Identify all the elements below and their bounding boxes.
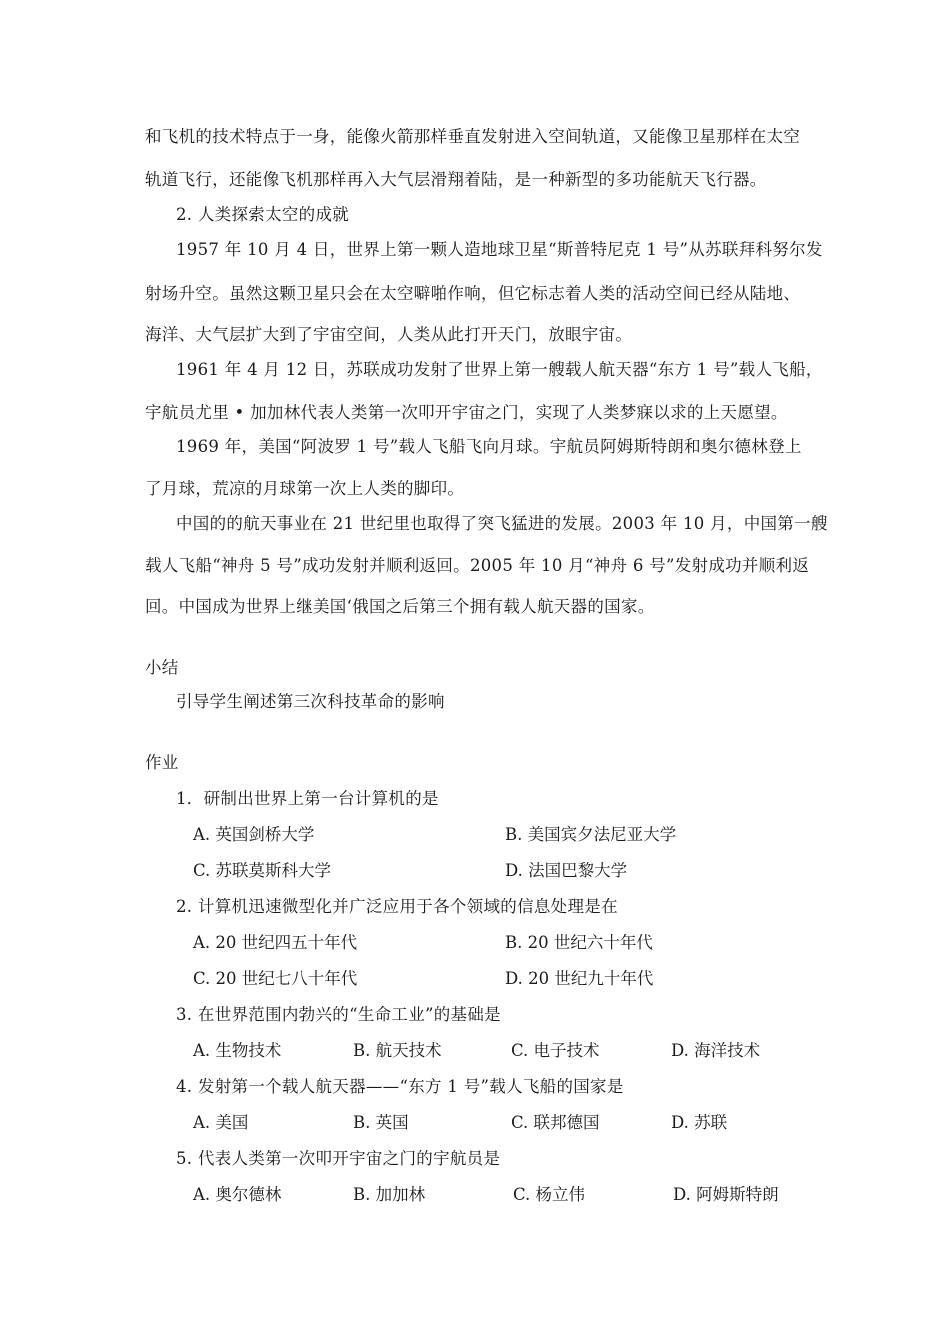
question-text: 2. 计算机迅速微型化并广泛应用于各个领域的信息处理是在 xyxy=(176,897,618,916)
question-text: 4. 发射第一个载人航天器——“东方 1 号”载人飞船的国家是 xyxy=(176,1077,624,1096)
option-d: D. 阿姆斯特朗 xyxy=(673,1185,779,1204)
option-c: C. 电子技术 xyxy=(511,1041,600,1060)
paragraph-line: 宇航员尤里 • 加加林代表人类第一次叩开宇宙之门，实现了人类梦寐以求的上天愿望。 xyxy=(145,403,788,422)
option-d: D. 20 世纪九十年代 xyxy=(505,969,654,988)
paragraph-line: 1969 年，美国“阿波罗 1 号”载人飞船飞向月球。宇航员阿姆斯特朗和奥尔德林登上 xyxy=(176,437,802,456)
paragraph-line: 海洋、大气层扩大到了宇宙空间，人类从此打开天门，放眼宇宙。 xyxy=(145,325,633,344)
question-text: 1．研制出世界上第一台计算机的是 xyxy=(176,789,439,808)
section-subheading: 2. 人类探索太空的成就 xyxy=(176,205,350,224)
option-b: B. 20 世纪六十年代 xyxy=(505,933,653,952)
question-text: 5. 代表人类第一次叩开宇宙之门的宇航员是 xyxy=(176,1149,501,1168)
paragraph-line: 了月球，荒凉的月球第一次上人类的脚印。 xyxy=(145,479,465,498)
option-c: C. 杨立伟 xyxy=(513,1185,586,1204)
paragraph-line: 轨道飞行，还能像飞机那样再入大气层滑翔着陆，是一种新型的多功能航天飞行器。 xyxy=(145,170,767,189)
summary-heading: 小结 xyxy=(145,658,179,677)
option-a: A. 英国剑桥大学 xyxy=(193,825,315,844)
summary-text: 引导学生阐述第三次科技革命的影响 xyxy=(176,692,445,711)
option-b: B. 加加林 xyxy=(353,1185,426,1204)
paragraph-line: 和飞机的技术特点于一身，能像火箭那样垂直发射进入空间轨道，又能像卫星那样在太空 xyxy=(145,127,801,146)
option-a: A. 生物技术 xyxy=(193,1041,282,1060)
option-a: A. 美国 xyxy=(193,1113,249,1132)
option-c: C. 联邦德国 xyxy=(511,1113,600,1132)
paragraph-line: 1961 年 4 月 12 日，苏联成功发射了世界上第一艘载人航天器“东方 1 号”载人飞船， xyxy=(176,360,823,379)
paragraph-line: 中国的的航天事业在 21 世纪里也取得了突飞猛进的发展。2003 年 10 月，中国第一艘 xyxy=(176,514,828,533)
question-text: 3. 在世界范围内勃兴的“生命工业”的基础是 xyxy=(176,1005,501,1024)
option-c: C. 20 世纪七八十年代 xyxy=(193,969,358,988)
option-d: D. 海洋技术 xyxy=(671,1041,761,1060)
paragraph-line: 载人飞船“神舟 5 号”成功发射并顺利返回。2005 年 10 月“神舟 6 号”发射成功并顺利返 xyxy=(145,556,810,575)
option-d: D. 苏联 xyxy=(671,1113,728,1132)
option-c: C. 苏联莫斯科大学 xyxy=(193,861,332,880)
option-b: B. 美国宾夕法尼亚大学 xyxy=(505,825,677,844)
option-b: B. 英国 xyxy=(353,1113,409,1132)
option-a: A. 20 世纪四五十年代 xyxy=(193,933,358,952)
paragraph-line: 1957 年 10 月 4 日，世界上第一颗人造地球卫星“斯普特尼克 1 号”从苏联拜科努尔发 xyxy=(176,240,823,259)
option-a: A. 奥尔德林 xyxy=(193,1185,282,1204)
homework-heading: 作业 xyxy=(145,753,179,772)
paragraph-line: 射场升空。虽然这颗卫星只会在太空噼啪作响，但它标志着人类的活动空间已经从陆地、 xyxy=(145,284,801,303)
paragraph-line: 回。中国成为世界上继美国‘俄国之后第三个拥有载人航天器的国家。 xyxy=(145,597,655,616)
option-d: D. 法国巴黎大学 xyxy=(505,861,628,880)
option-b: B. 航天技术 xyxy=(353,1041,442,1060)
